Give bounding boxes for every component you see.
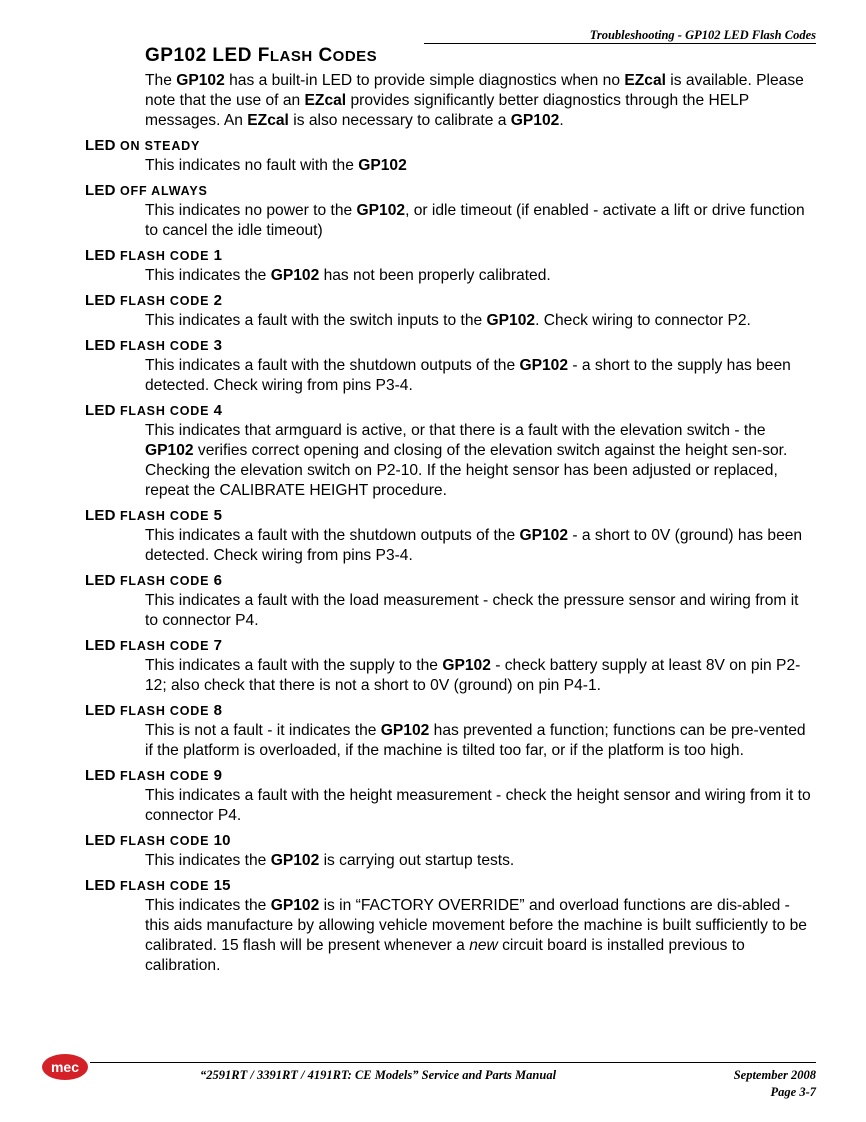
text-run: This indicates no power to the	[145, 202, 357, 219]
flash-code-description	[145, 201, 815, 241]
code-type-label: FLASH CODE	[119, 294, 210, 308]
flash-code-title	[85, 570, 815, 591]
flash-code-title	[85, 245, 815, 266]
page-title	[145, 45, 377, 67]
flash-code-description	[145, 356, 815, 396]
flash-code-title	[85, 830, 815, 851]
code-type-label: FLASH CODE	[119, 704, 210, 718]
text-run: This indicates a fault with the shutdown outputs of the	[145, 357, 520, 374]
text-run: - check battery supply at least 8V on pin P2-12; also check that there is not a short to 0V (ground) on pin P4-1.	[145, 657, 801, 694]
flash-code-title	[85, 875, 815, 896]
code-number: 1	[213, 247, 223, 264]
flash-code-title	[85, 290, 815, 311]
bold-term: EZcal	[247, 112, 289, 129]
text-run: This indicates the	[145, 852, 271, 869]
text-run: This is not a fault - it indicates the	[145, 722, 381, 739]
code-number: 5	[213, 507, 223, 524]
bold-term: GP102	[519, 357, 569, 374]
flash-code-title	[85, 400, 815, 421]
bold-term: GP102	[358, 157, 407, 174]
text-run: has prevented a function; functions can be pre-vented if the platform is overloaded, if the machine is tilted too far, or if the platform is too high.	[145, 722, 806, 759]
text-run: This indicates a fault with the load measurement - check the pressure sensor and wiring from it to connector P4.	[145, 592, 799, 629]
flash-code-description	[145, 656, 815, 696]
italic-term: new	[469, 937, 498, 954]
code-type-label: FLASH CODE	[119, 509, 210, 523]
text-run: This indicates no fault with the	[145, 157, 359, 174]
led-label: LED	[85, 247, 116, 264]
code-number: 10	[213, 832, 231, 849]
bold-term: GP102	[356, 202, 406, 219]
text-run: .	[559, 112, 564, 129]
text-run: has a built-in LED to provide simple diagnostics when no	[224, 72, 625, 89]
led-label: LED	[85, 507, 116, 524]
led-label: LED	[85, 402, 116, 419]
text-run: The	[145, 72, 177, 89]
footer-rule	[90, 1062, 816, 1063]
flash-code-description	[145, 266, 815, 286]
bold-term: GP102	[145, 442, 194, 459]
intro-paragraph	[145, 71, 815, 131]
bold-term: GP102	[270, 267, 320, 284]
text-run: This indicates that armguard is active, or that there is a fault with the elevation switch - the	[145, 422, 766, 439]
led-label: LED	[85, 292, 116, 309]
bold-term: GP102	[510, 112, 560, 129]
text-run: This indicates the	[145, 897, 271, 914]
text-run: , or idle timeout (if enabled - activate a lift or drive function to cancel the idle timeout)	[145, 202, 805, 239]
title-lead: GP102 LED F	[145, 45, 270, 66]
page-number: Page 3-7	[770, 1085, 816, 1099]
code-number: 7	[213, 637, 223, 654]
flash-code-title	[85, 180, 815, 201]
text-run: is in “FACTORY OVERRIDE” and overload functions are dis-abled - this aids manufacture by allowing vehicle movement before the machine is built sufficiently to be calibrated. 15 flash will be present whenever a	[145, 897, 807, 954]
text-run: This indicates a fault with the switch inputs to the	[145, 312, 487, 329]
led-label: LED	[85, 637, 116, 654]
text-run: verifies correct opening and closing of the elevation switch against the height sen-sor. Checking the elevation switch on P2-10. If the height sensor has been adjusted or replaced, repeat the CALIBRATE HEIGHT procedure.	[145, 442, 788, 499]
led-label: LED	[85, 702, 116, 719]
code-type-label: OFF ALWAYS	[119, 184, 208, 198]
code-type-label: FLASH CODE	[119, 639, 210, 653]
logo-text: mec	[50, 1059, 80, 1075]
bold-term: GP102	[270, 897, 320, 914]
flash-code-description	[145, 311, 815, 331]
led-label: LED	[85, 137, 116, 154]
led-label: LED	[85, 182, 116, 199]
title-smallcaps-1: LASH	[269, 48, 313, 65]
flash-code-description	[145, 421, 815, 501]
manual-title: “2591RT / 3391RT / 4191RT: CE Models” Service and Parts Manual	[200, 1068, 557, 1082]
bold-term: EZcal	[304, 92, 347, 109]
flash-code-description	[145, 896, 815, 976]
code-type-label: FLASH CODE	[119, 574, 210, 588]
flash-code-title	[85, 765, 815, 786]
content	[85, 71, 815, 976]
title-mid: C	[312, 45, 333, 66]
bold-term: GP102	[486, 312, 536, 329]
text-run: is available. Please note that the use of an	[145, 72, 804, 109]
text-run: provides significantly better diagnostics through the HELP messages. An	[145, 92, 749, 129]
text-run: . Check wiring to connector P2.	[535, 312, 751, 329]
flash-code-description	[145, 156, 815, 176]
text-run: - a short to 0V (ground) has been detected. Check wiring from pins P3-4.	[145, 527, 803, 564]
mec-logo	[40, 1052, 90, 1082]
bold-term: EZcal	[624, 72, 666, 89]
text-run: This indicates the	[145, 267, 271, 284]
code-number: 6	[213, 572, 223, 589]
footer-date: September 2008	[733, 1068, 816, 1082]
text-run: circuit board is installed previous to calibration.	[145, 937, 745, 974]
flash-code-description	[145, 526, 815, 566]
title-smallcaps-2: ODES	[332, 48, 378, 65]
led-label: LED	[85, 572, 116, 589]
text-run: This indicates a fault with the supply to the	[145, 657, 443, 674]
bold-term: GP102	[176, 72, 225, 89]
header-rule	[424, 43, 816, 44]
bold-term: GP102	[380, 722, 430, 739]
flash-code-description	[145, 591, 815, 631]
code-number: 3	[213, 337, 223, 354]
text-run: has not been properly calibrated.	[319, 267, 551, 284]
led-label: LED	[85, 337, 116, 354]
flash-code-title	[85, 135, 815, 156]
code-type-label: FLASH CODE	[119, 879, 210, 893]
code-type-label: FLASH CODE	[119, 769, 210, 783]
bold-term: GP102	[519, 527, 569, 544]
flash-code-description	[145, 851, 815, 871]
flash-code-description	[145, 721, 815, 761]
bold-term: GP102	[270, 852, 320, 869]
code-number: 2	[213, 292, 223, 309]
code-type-label: FLASH CODE	[119, 249, 210, 263]
led-label: LED	[85, 877, 116, 894]
text-run: This indicates a fault with the shutdown outputs of the	[145, 527, 520, 544]
code-number: 8	[213, 702, 223, 719]
flash-code-list	[85, 135, 815, 976]
led-label: LED	[85, 767, 116, 784]
flash-code-title	[85, 505, 815, 526]
bold-term: GP102	[442, 657, 491, 674]
code-number: 9	[213, 767, 223, 784]
code-number: 15	[213, 877, 231, 894]
text-run: is also necessary to calibrate a	[288, 112, 511, 129]
code-type-label: ON STEADY	[119, 139, 201, 153]
flash-code-title	[85, 635, 815, 656]
text-run: - a short to the supply has been detected. Check wiring from pins P3-4.	[145, 357, 791, 394]
code-type-label: FLASH CODE	[119, 404, 210, 418]
flash-code-title	[85, 335, 815, 356]
flash-code-title	[85, 700, 815, 721]
running-head: Troubleshooting - GP102 LED Flash Codes	[589, 28, 816, 42]
code-number: 4	[213, 402, 223, 419]
flash-code-description	[145, 786, 815, 826]
code-type-label: FLASH CODE	[119, 834, 210, 848]
text-run: is carrying out startup tests.	[319, 852, 515, 869]
code-type-label: FLASH CODE	[119, 339, 210, 353]
led-label: LED	[85, 832, 116, 849]
text-run: This indicates a fault with the height measurement - check the height sensor and wiring from it to connector P4.	[145, 787, 811, 824]
